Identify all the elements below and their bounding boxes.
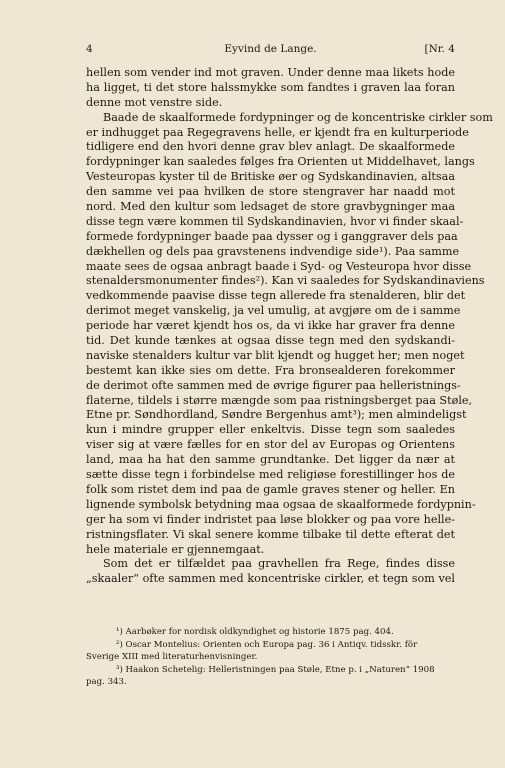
- text-line: disse tegn være kommen til Sydskandinavien, hvor vi finder skaal-: [86, 214, 464, 228]
- text-line: folk som ristet dem ind paa de gamle graves stener og heller. En: [86, 482, 455, 496]
- text-line: ger ha som vi finder indristet paa løse blokker og paa vore helle-: [86, 512, 455, 526]
- footnote-line: ¹) Aarbøker for nordisk oldkyndighet og historie 1875 pag. 404.: [116, 627, 394, 637]
- text-line: maate sees de ogsaa anbragt baade i Syd- og Vesteuropa hvor disse: [86, 259, 472, 273]
- text-line: stenaldersmonumenter findes²). Kan vi saaledes for Sydskandinaviens: [86, 274, 485, 288]
- text-line: naviske stenalders kultur var blit kjendt og hugget her; men noget: [86, 348, 465, 362]
- text-line: ha ligget, ti det store halssmykke som fandtes i graven laa foran: [86, 80, 455, 94]
- page-number: 4: [86, 43, 93, 55]
- text-line: de derimot ofte sammen med de øvrige figurer paa helleristnings-: [86, 378, 461, 392]
- text-line: Etne pr. Søndhordland, Søndre Bergenhus amt³); men almindeligst: [86, 408, 467, 422]
- text-line: er indhugget paa Regegravens helle, er kjendt fra en kulturperiode: [86, 125, 469, 139]
- text-line: sætte disse tegn i forbindelse med religiøse forestillinger hos de: [86, 468, 455, 482]
- text-line: Som det er tilfældet paa gravhellen fra Rege, findes disse: [103, 557, 455, 571]
- body-text: [86, 66, 493, 587]
- text-line: vedkommende paavise disse tegn allerede fra stenalderen, blir det: [86, 289, 466, 303]
- footnote-line: ³) Haakon Schetelig: Helleristningen paa Støle, Etne p. i „Naturen“ 1908: [116, 664, 435, 675]
- text-line: derimot meget vanskelig, ja vel umulig, at avgjøre om de i samme: [86, 304, 461, 318]
- text-line: hellen som vender ind mot graven. Under denne maa likets hode: [86, 66, 455, 79]
- text-line: fordypninger kan saaledes følges fra Orienten ut Middelhavet, langs: [86, 155, 475, 169]
- text-line: land, maa ha hat den samme grundtanke. Det ligger da nær at: [86, 453, 455, 467]
- footnote-line: pag. 343.: [86, 677, 127, 687]
- running-title: Eyvind de Lange.: [224, 43, 317, 55]
- text-line: denne mot venstre side.: [86, 95, 223, 109]
- footnote-line: ²) Oscar Montelius: Orienten och Europa pag. 36 i Antiqv. tidsskr. för: [116, 639, 418, 650]
- text-line: tid. Det kunde tænkes at ogsaa disse tegn med den sydskandi-: [86, 334, 455, 348]
- text-line: Vesteuropas kyster til de Britiske øer og Sydskandinavien, altsaa: [86, 170, 455, 184]
- text-line: bestemt kan ikke sies om dette. Fra bronsealderen forekommer: [86, 363, 455, 377]
- text-line: Baade de skaalformede fordypninger og de koncentriske cirkler som: [103, 110, 493, 124]
- text-line: flaterne, tildels i større mængde som paa ristningsberget paa Støle,: [86, 393, 473, 407]
- text-line: hele materiale er gjennemgaat.: [86, 542, 265, 556]
- text-line: ristningsflater. Vi skal senere komme tilbake til dette efterat det: [86, 527, 455, 541]
- text-line: formede fordypninger baade paa dysser og i ganggraver dels paa: [86, 229, 458, 243]
- text-line: viser sig at være fælles for en stor del av Europas og Orientens: [86, 438, 455, 452]
- footnote-line: Sverige XIII med literaturhenvisninger.: [86, 652, 258, 662]
- text-line: periode har været kjendt hos os, da vi ikke har graver fra denne: [86, 319, 455, 333]
- text-line: dækhellen og dels paa gravstenens indvendige side¹). Paa samme: [86, 244, 460, 258]
- issue-number: [Nr. 4: [424, 43, 455, 55]
- text-line: kun i mindre grupper eller enkeltvis. Disse tegn som saaledes: [86, 423, 455, 437]
- text-line: nord. Med den kultur som ledsaget de store gravbygninger maa: [86, 200, 455, 214]
- text-line: tidligere end den hvori denne grav blev anlagt. De skaalformede: [86, 140, 455, 154]
- page-header: [86, 43, 455, 57]
- text-line: lignende symbolsk betydning maa ogsaa de skaalformede fordypnin-: [86, 497, 476, 511]
- text-line: „skaaler“ ofte sammen med koncentriske cirkler, et tegn som vel: [86, 572, 455, 586]
- text-line: den samme vei paa hvilken de store stengraver har naadd mot: [86, 185, 455, 199]
- footnotes: [86, 626, 455, 689]
